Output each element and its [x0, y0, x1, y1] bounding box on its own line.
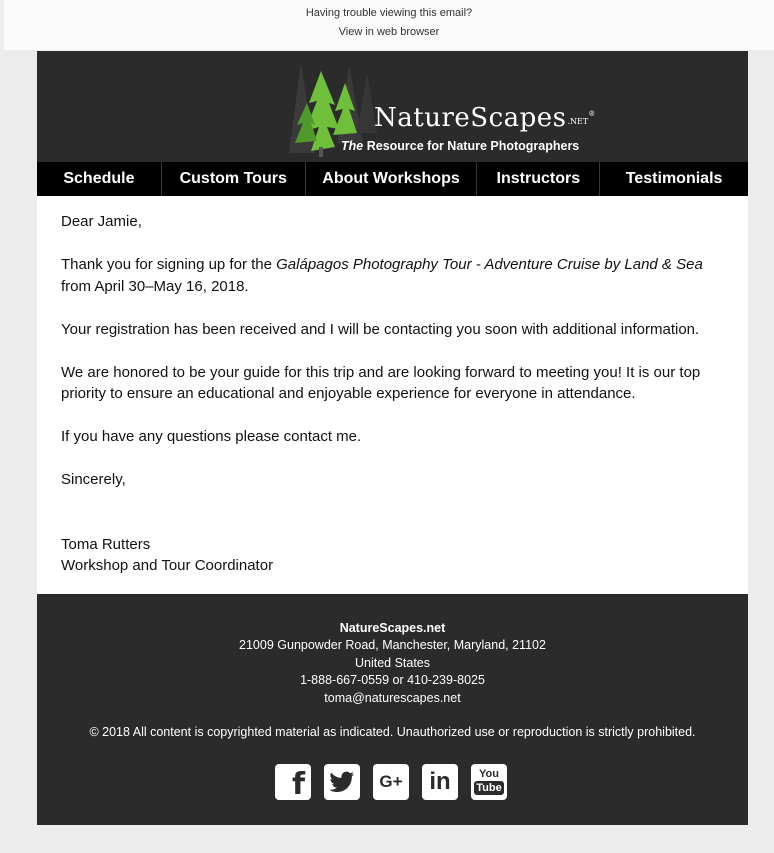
- preheader: [4, 0, 774, 50]
- google-plus-glyph: G+: [379, 771, 403, 791]
- nav-about-workshops[interactable]: About Workshops: [306, 162, 478, 196]
- nav-schedule[interactable]: Schedule: [37, 162, 162, 196]
- copyright-notice: © 2018 All content is copyrighted material as indicated. Unauthorized use or reproduction is strictly prohibited.: [89, 724, 696, 739]
- facebook-glyph: f: [291, 766, 305, 800]
- trouble-viewing-text: Having trouble viewing this email?: [305, 7, 473, 19]
- registered-mark: ®: [588, 110, 596, 118]
- nav-instructors[interactable]: Instructors: [477, 162, 600, 196]
- address-line: 21009 Gunpowder Road, Manchester, Maryland, 21102: [239, 638, 546, 652]
- youtube-tube-text: Tube: [476, 782, 502, 794]
- twitter-icon[interactable]: [324, 764, 360, 800]
- google-plus-icon[interactable]: [373, 764, 409, 800]
- contact-block: [37, 620, 748, 708]
- p1-text-after: from April 30–May 16, 2018.: [61, 277, 249, 295]
- signer-title: Workshop and Tour Coordinator: [61, 557, 274, 574]
- country-line: United States: [354, 655, 431, 670]
- tour-name: Galápagos Photography Tour - Adventure Cruise by Land & Sea: [276, 256, 703, 273]
- nav-custom-tours[interactable]: Custom Tours: [162, 162, 306, 196]
- greeting: Dear Jamie,: [61, 213, 142, 230]
- linkedin-glyph: in: [429, 767, 451, 795]
- email-header: [37, 51, 748, 162]
- brand-name: [374, 103, 596, 133]
- main-nav: [37, 162, 748, 196]
- brand-tagline: [341, 139, 579, 153]
- facebook-icon[interactable]: [275, 764, 311, 800]
- p1-text-before: Thank you for signing up for the: [61, 256, 277, 273]
- letter-body: [37, 196, 748, 594]
- letter-paragraph-2: Your registration has been received and I will be contacting you soon with additional information.: [61, 320, 700, 338]
- email-footer: [37, 594, 748, 825]
- youtube-icon[interactable]: [471, 764, 507, 800]
- social-links: [275, 764, 507, 800]
- letter-paragraph-1: [61, 254, 724, 297]
- email-card: [37, 51, 748, 825]
- letter-paragraph-4: If you have any questions please contact me.: [61, 428, 362, 445]
- naturescapes-logo[interactable]: [287, 63, 596, 162]
- tagline-text: Resource for Nature Photographers: [366, 139, 580, 153]
- nav-testimonials[interactable]: Testimonials: [625, 170, 723, 187]
- phone-line: 1-888-667-0559 or 410-239-8025: [300, 673, 485, 687]
- signer-name: Toma Rutters: [61, 535, 151, 553]
- youtube-you-text: You: [479, 768, 499, 780]
- email-link[interactable]: toma@naturescapes.net: [324, 690, 461, 705]
- company-name: NatureScapes.net: [339, 620, 446, 635]
- letter-paragraph-3: We are honored to be your guide for this trip and are looking forward to meeting you! It is our top priority to ensure an educational and enjoyable experience for everyone in attendance.: [61, 363, 701, 402]
- view-in-browser-link[interactable]: View in web browser: [338, 26, 440, 38]
- brand-text: NatureScapes: [374, 103, 567, 133]
- linkedin-icon[interactable]: [422, 764, 458, 800]
- brand-suffix: .NET: [567, 117, 589, 126]
- closing: Sincerely,: [61, 471, 126, 488]
- tagline-prefix: The: [341, 139, 364, 153]
- signature: [61, 534, 724, 577]
- twitter-bird-icon: [329, 771, 355, 793]
